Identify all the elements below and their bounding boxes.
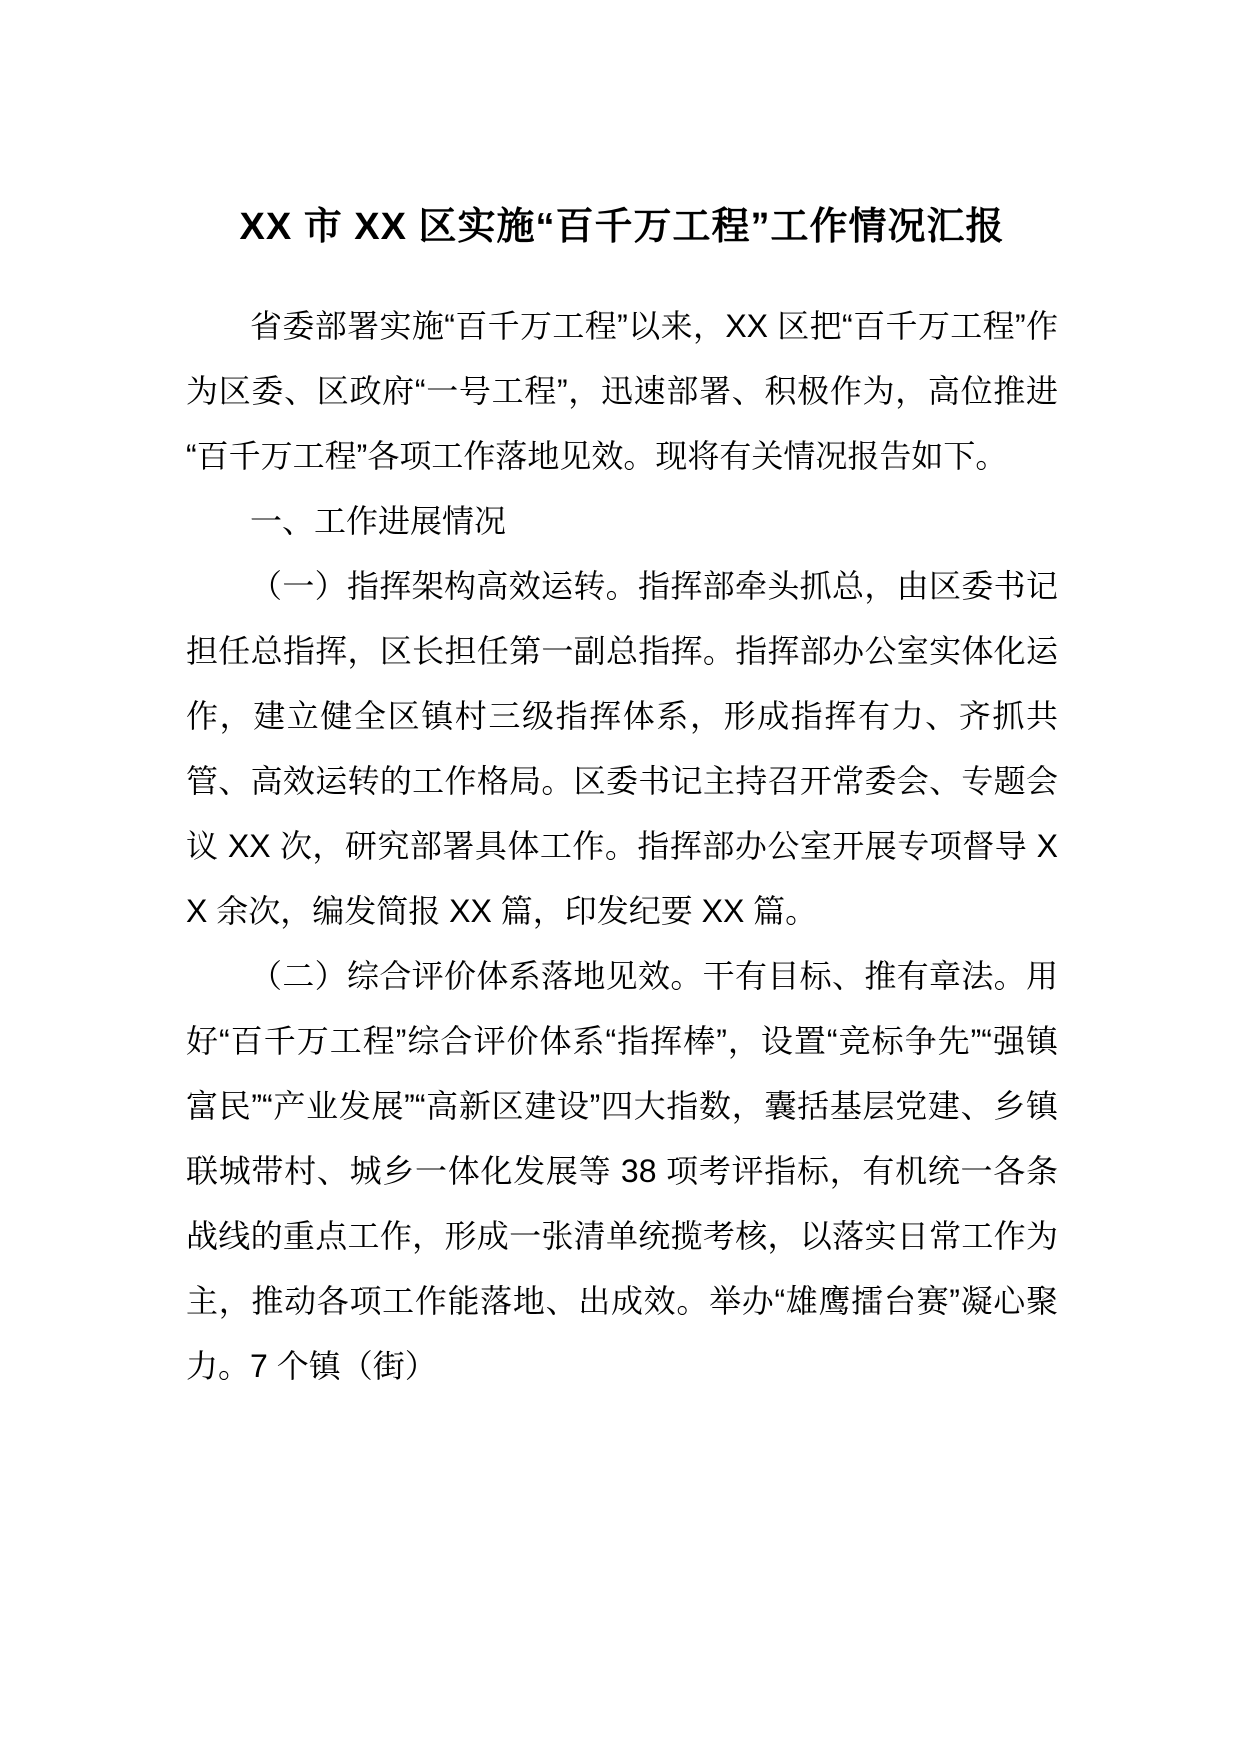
section-heading-work-progress: 一、工作进展情况 <box>250 503 507 539</box>
document-title: XX 市 XX 区实施“百千万工程”工作情况汇报 <box>239 206 1005 248</box>
paragraph-intro: 省委部署实施“百千万工程”以来，XX 区把“百千万工程”作为区委、区政府“一号工程”，迅速部署、积极作为，高位推进“百千万工程”各项工作落地见效。现将有关情况报告如下。 <box>186 308 1058 474</box>
paragraph-command-structure: （一）指挥架构高效运转。指挥部牵头抓总，由区委书记担任总指挥，区长担任第一副总指挥。指挥部办公室实体化运作，建立健全区镇村三级指挥体系，形成指挥有力、齐抓共管、高效运转的工作格局。区委书记主持召开常委会、专题会议 XX 次，研究部署具体工作。指挥部办公室开展专项督导 XX 余次，编发简报 XX 篇，印发纪要 XX 篇。 <box>186 568 1058 929</box>
paragraph-evaluation-system: （二）综合评价体系落地见效。干有目标、推有章法。用好“百千万工程”综合评价体系“指挥棒”，设置“竞标争先”“强镇富民”“产业发展”“高新区建设”四大指数，囊括基层党建、乡镇联城带村、城乡一体化发展等 38 项考评指标，有机统一各条战线的重点工作，形成一张清单统揽考核，以落实日常工作为主，推动各项工作能落地、出成效。举办“雄鹰擂台赛”凝心聚力。7 个镇（街） <box>186 958 1058 1384</box>
